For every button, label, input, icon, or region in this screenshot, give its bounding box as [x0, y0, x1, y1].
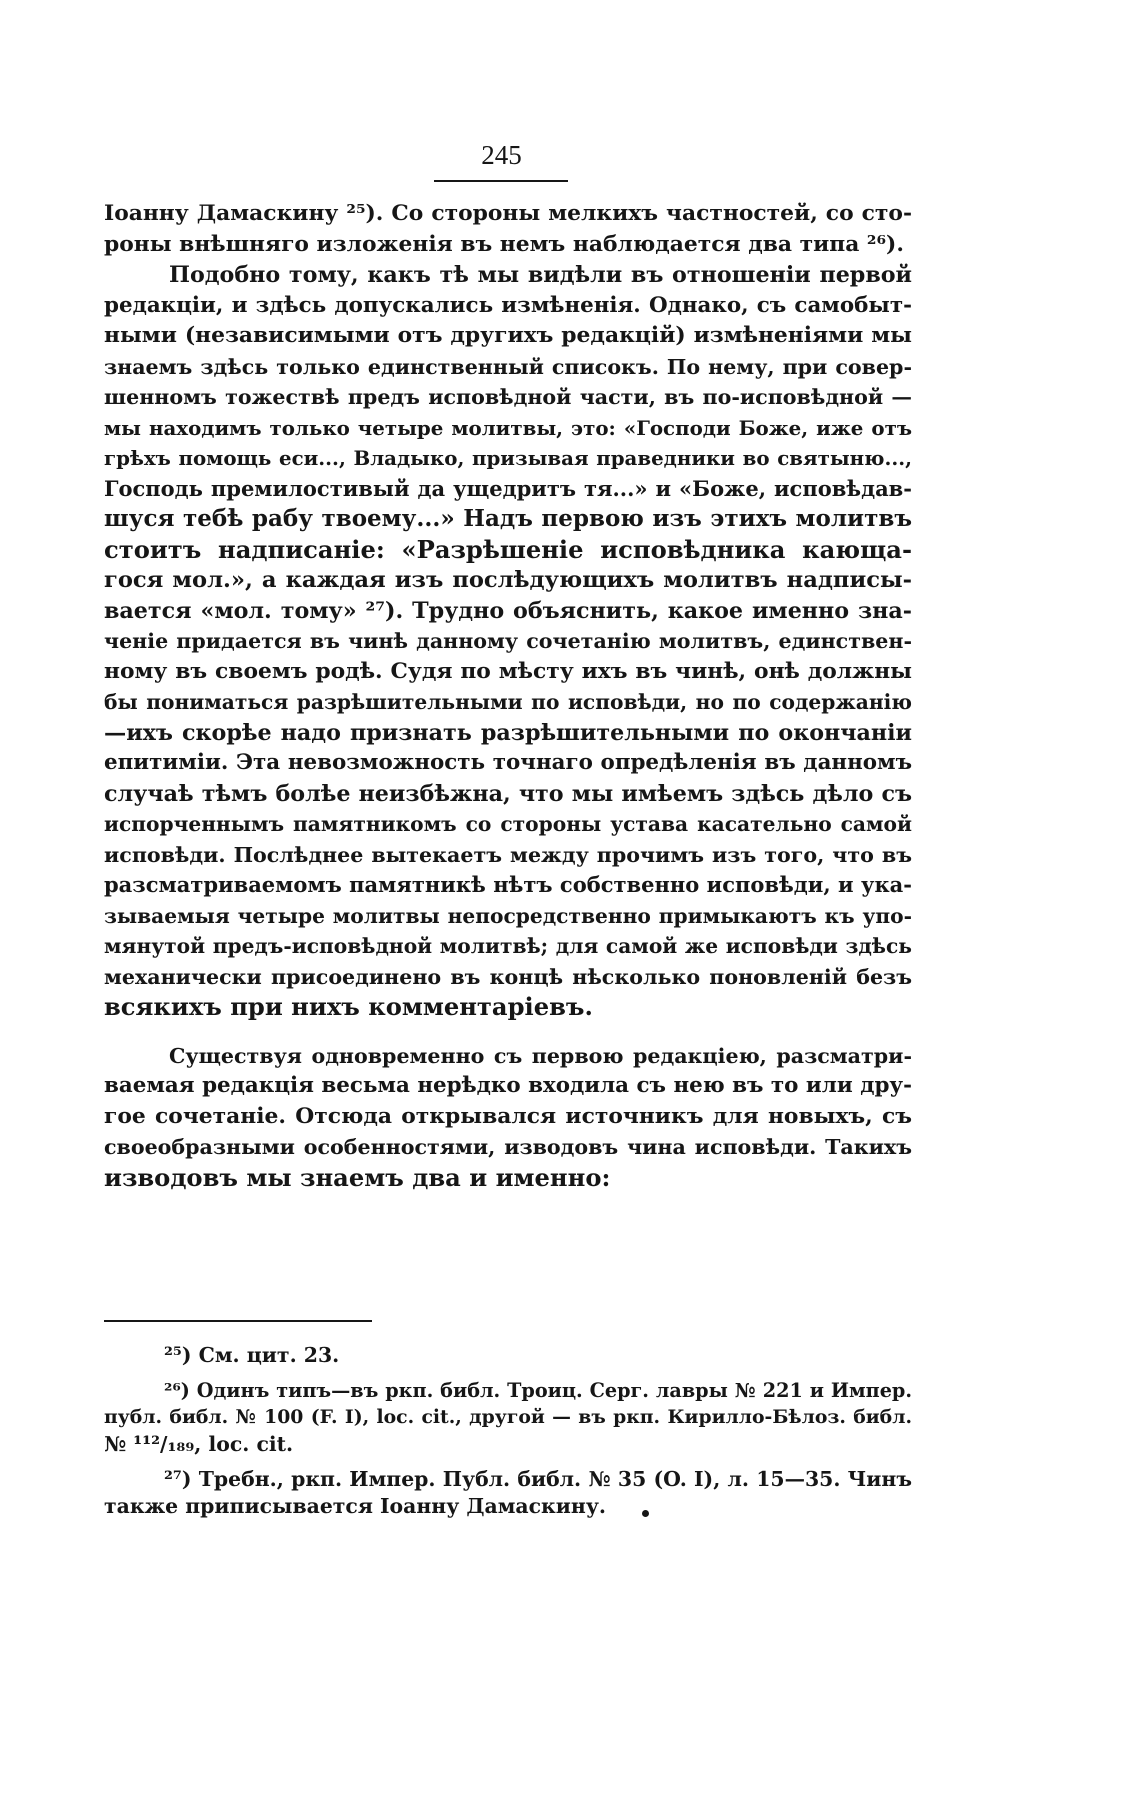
text-line: знаемъ здѣсь только единственный списокъ. По нему, при совер-	[104, 354, 912, 379]
text-line: Іоанну Дамаскину ²⁵). Со стороны мелкихъ частностей, со сто-	[104, 201, 912, 226]
text-line: гося мол.», а каждая изъ послѣдующихъ молитвъ надписы-	[104, 567, 912, 593]
text-line: ными (независимыми отъ другихъ редакцій) измѣненіями мы	[104, 323, 912, 348]
text-line: гое сочетаніе. Отсюда открывался источникъ для новыхъ, съ	[104, 1103, 912, 1129]
text-line: механически присоединено въ концѣ нѣсколько поновленій безъ	[104, 964, 912, 989]
footnote-line: публ. библ. № 100 (F. I), loc. cit., другой — въ ркп. Кирилло-Бѣлоз. библ.	[104, 1406, 912, 1428]
text-line: шенномъ тожествѣ предъ исповѣдной части, въ по-исповѣдной —	[104, 385, 912, 409]
text-line: роны внѣшняго изложенія въ немъ наблюдается два типа ²⁶).	[104, 231, 904, 257]
text-line: редакціи, и здѣсь допускались измѣненія. Однако, съ самобыт-	[104, 292, 912, 318]
text-line: ваемая редакція весьма нерѣдко входила съ нею въ то или дру-	[104, 1073, 912, 1098]
header-rule	[434, 180, 568, 182]
print-speck	[642, 1510, 649, 1517]
footnote-line: № ¹¹²/₁₈₉, loc. cit.	[104, 1432, 294, 1456]
paragraph-gap	[104, 1023, 912, 1041]
text-line: Существуя одновременно съ первою редакціею, разсматри-	[169, 1043, 912, 1068]
text-line: Господь премилостивый да ущедритъ тя...» и «Боже, исповѣдав-	[104, 475, 912, 501]
main-text	[104, 199, 912, 1193]
footnote-line: также приписывается Іоанну Дамаскину.	[104, 1494, 606, 1518]
footnotes	[104, 1342, 912, 1520]
footnote-line: ²⁷) Требн., ркп. Импер. Публ. библ. № 35 (O. I), л. 15—35. Чинъ	[164, 1467, 912, 1491]
text-line: шуся тебѣ рабу твоему...» Надъ первою изъ этихъ молитвъ	[104, 505, 912, 532]
text-line: Подобно тому, какъ тѣ мы видѣли въ отношеніи первой	[169, 262, 912, 288]
text-line: епитиміи. Эта невозможность точнаго опредѣленія въ данномъ	[104, 750, 912, 775]
text-line: своеобразными особенностями, изводовъ чина исповѣди. Такихъ	[104, 1135, 912, 1159]
text-line: зываемыя четыре молитвы непосредственно примыкаютъ къ упо-	[104, 903, 912, 928]
text-line: грѣхъ помощь еси..., Владыко, призывая праведники во святыню...,	[104, 446, 912, 470]
text-line: случаѣ тѣмъ болѣе неизбѣжна, что мы имѣемъ здѣсь дѣло съ	[104, 780, 912, 807]
text-line: мянутой предъ-исповѣдной молитвѣ; для самой же исповѣди здѣсь	[104, 934, 912, 958]
text-line: исповѣди. Послѣднее вытекаетъ между прочимъ изъ того, что въ	[104, 842, 912, 867]
text-line: ченіе придается въ чинѣ данному сочетанію молитвъ, единствен-	[104, 629, 912, 653]
text-line: испорченнымъ памятникомъ со стороны устава касательно самой	[104, 812, 912, 836]
text-line: разсматриваемомъ памятникѣ нѣтъ собственно исповѣди, и ука-	[104, 872, 912, 897]
text-line: мы находимъ только четыре молитвы, это: «Господи Боже, иже отъ	[104, 415, 912, 440]
text-line: ному въ своемъ родѣ. Судя по мѣсту ихъ въ чинѣ, онѣ должны	[104, 658, 912, 684]
text-line: —ихъ скорѣе надо признать разрѣшительными по окончаніи	[104, 719, 912, 746]
page-number: 245	[481, 140, 522, 170]
footnote-rule	[104, 1320, 372, 1322]
text-line: бы пониматься разрѣшительными по исповѣди, но по содержанію	[104, 690, 912, 714]
text-line: всякихъ при нихъ комментаріевъ.	[104, 992, 593, 1021]
text-line: изводовъ мы знаемъ два и именно:	[104, 1162, 611, 1192]
footnote-line: ²⁶) Одинъ типъ—въ ркп. библ. Троиц. Серг. лавры № 221 и Импер.	[164, 1379, 912, 1402]
text-line: вается «мол. тому» ²⁷). Трудно объяснить, какое именно зна-	[104, 597, 912, 624]
text-line: стоитъ надписаніе: «Разрѣшеніе исповѣдника кающа-	[104, 534, 912, 564]
footnote-line: ²⁵) См. цит. 23.	[164, 1343, 340, 1367]
